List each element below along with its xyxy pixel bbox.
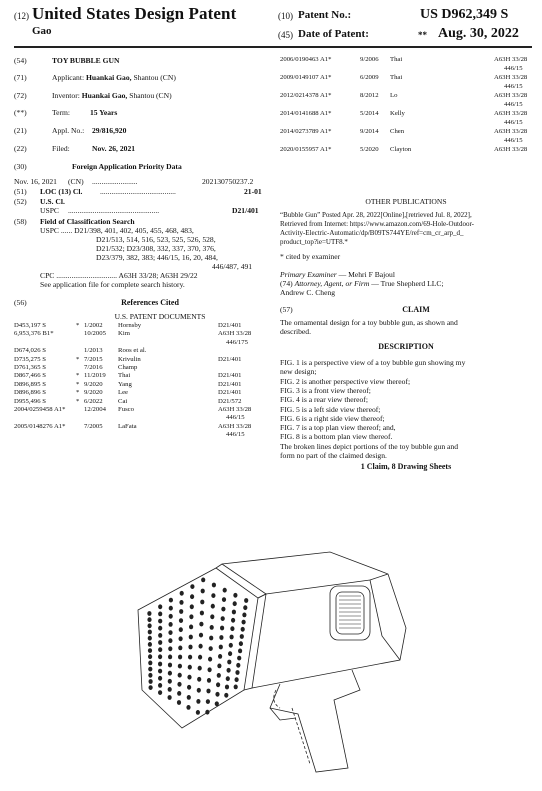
reference-cell: Kim [118, 330, 130, 338]
nozzle-hole [169, 606, 173, 611]
reference-cell: 7/2016 [84, 364, 103, 371]
reference-cell: D955,496 S [14, 397, 46, 405]
nozzle-hole [200, 611, 204, 616]
field-line: D21/532; D23/308, 332, 337, 370, 376, [96, 244, 216, 253]
reference-cell: 9/2006 [360, 56, 379, 63]
nozzle-hole [199, 644, 203, 649]
nozzle-hole [225, 685, 229, 690]
nozzle-hole [201, 589, 205, 594]
loc-label: LOC (13) Cl. [40, 187, 83, 196]
nozzle-front-face [138, 568, 258, 728]
reference-cell: 6,953,376 B1* [14, 330, 54, 338]
nozzle-hole [168, 695, 172, 700]
filed-date: Nov. 26, 2021 [92, 144, 136, 153]
description-line: new design; [280, 367, 317, 377]
reference-cell: D896,896 S [14, 389, 46, 397]
reference-cell: 2009/0149107 A1* [280, 74, 332, 81]
nozzle-hole [230, 635, 234, 640]
reference-cell: A63H 33/28 [494, 92, 528, 99]
nozzle-hole [148, 654, 152, 659]
nozzle-hole [177, 682, 181, 687]
patent-date: Aug. 30, 2022 [438, 26, 519, 41]
nozzle-hole [244, 598, 248, 603]
nozzle-hole [232, 610, 236, 615]
nozzle-hole [243, 605, 247, 610]
reference-cell: * [76, 355, 80, 363]
description-line: FIG. 1 is a perspective view of a toy bubble gun showing my [280, 358, 466, 367]
inid-51: (51) [14, 187, 27, 196]
nozzle-hole [188, 665, 192, 670]
references-heading: References Cited [121, 298, 179, 307]
inid-54: (54) [14, 56, 27, 65]
reference-cell: A63H 33/28 [494, 74, 528, 81]
reference-cell: * [76, 372, 80, 380]
nozzle-hole [227, 668, 231, 673]
claim-line: described. [280, 327, 311, 336]
reference-cross-class: 446/15 [504, 119, 523, 126]
reference-cell: Thai [390, 74, 403, 81]
reference-cell: Thai [118, 372, 131, 380]
other-pub-line: product_top?ie=UTF8.* [280, 238, 348, 246]
toy-bubble-gun-drawing [120, 540, 440, 780]
reference-cell: * [76, 397, 80, 405]
reference-cell: D867,466 S [14, 372, 46, 380]
foreign-dots: ........................ [92, 177, 138, 186]
nozzle-hole [215, 692, 219, 697]
nozzle-hole [221, 616, 225, 621]
inid-72: (72) [14, 91, 27, 100]
nozzle-hole [242, 613, 246, 618]
nozzle-hole [226, 676, 230, 681]
nozzle-hole [233, 593, 237, 598]
nozzle-hole [190, 604, 194, 609]
nozzle-hole [177, 691, 181, 696]
nozzle-hole [168, 663, 172, 668]
nozzle-hole [149, 685, 153, 690]
nozzle-hole [186, 705, 190, 710]
nozzle-hole [208, 657, 212, 662]
date-of-patent-label: Date of Patent: [298, 28, 369, 40]
nozzle-hole [239, 641, 243, 646]
reference-cell: 9/2014 [360, 128, 379, 135]
nozzle-hole [147, 611, 151, 616]
reference-cell: 9/2020 [84, 389, 103, 397]
nozzle-hole [158, 633, 162, 638]
inid-22: (22) [14, 144, 27, 153]
reference-cell: 8/2012 [360, 92, 379, 99]
nozzle-hole [235, 670, 239, 675]
date-marker: ** [418, 30, 427, 40]
nozzle-hole [197, 677, 201, 682]
nozzle-hole [189, 635, 193, 640]
nozzle-hole [228, 651, 232, 656]
code-12: (12) [14, 11, 29, 21]
other-pub-line: “Bubble Gun” Posted Apr. 28, 2022[Online],[retrieved Jul. 8, 2022], [280, 211, 472, 219]
description-line: form no part of the claimed design. [280, 451, 387, 460]
field-line: USPC ...... D21/398, 401, 402, 405, 455, 468, 483, [40, 226, 194, 235]
nozzle-hole [168, 671, 172, 676]
nozzle-hole [169, 598, 173, 603]
nozzle-hole [148, 648, 152, 653]
nozzle-hole [217, 664, 221, 669]
reference-cell: * [76, 322, 80, 329]
nozzle-hole [158, 640, 162, 645]
uscl-label: U.S. Cl. [40, 197, 65, 206]
nozzle-hole [219, 635, 223, 640]
nozzle-hole [178, 655, 182, 660]
appl-number: 29/816,920 [92, 126, 127, 135]
nozzle-hole [235, 677, 239, 682]
description-line: FIG. 6 is a right side view thereof; [280, 413, 385, 423]
nozzle-hole [158, 676, 162, 681]
nozzle-hole [217, 673, 221, 678]
reference-cell: D735,275 S [14, 355, 46, 363]
nozzle-hole [223, 588, 227, 593]
reference-cell: A63H 33/28 [494, 128, 528, 135]
reference-cell: 5/2014 [360, 110, 379, 117]
nozzle-hole [210, 614, 214, 619]
nozzle-hole [234, 685, 238, 690]
see-file-line: See application file for complete search history. [40, 280, 185, 289]
code-45: (45) [278, 30, 293, 40]
nozzle-hole [148, 642, 152, 647]
nozzle-hole [169, 614, 173, 619]
reference-cross-class: 446/15 [226, 414, 245, 422]
reference-cell: A63H 33/28 [494, 56, 528, 63]
field-search-label: Field of Classification Search [40, 217, 135, 226]
inid-56: (56) [14, 298, 27, 307]
nozzle-hole [196, 699, 200, 704]
nozzle-hole [148, 673, 152, 678]
nozzle-hole [219, 645, 223, 650]
claim-heading: CLAIM [402, 305, 430, 314]
nozzle-hole [168, 638, 172, 643]
nozzle-hole [233, 601, 237, 606]
reference-cell: Krivulin [118, 355, 141, 363]
code-10: (10) [278, 11, 293, 21]
field-line: 446/487, 491 [212, 262, 253, 271]
nozzle-hole [206, 689, 210, 694]
uspc-label: USPC [40, 206, 59, 215]
nozzle-hole [209, 636, 213, 641]
reference-cell: A63H 33/28 [494, 146, 528, 153]
uspc-dots: ................................................ [68, 206, 160, 215]
nozzle-hole [210, 625, 214, 630]
nozzle-hole [227, 660, 231, 665]
nozzle-hole [236, 663, 240, 668]
nozzle-hole [168, 679, 172, 684]
inid-71: (71) [14, 73, 27, 82]
nozzle-hole [215, 701, 219, 706]
appl-label: Appl. No.: [52, 126, 85, 135]
nozzle-hole [179, 600, 183, 605]
nozzle-hole [187, 685, 191, 690]
other-pub-line: Activity-Electric-Automatic/dp/B09TS744YE/ref=cm_cr_arp_d_ [280, 229, 464, 237]
applicant-line: Applicant: Huankai Gao, Shantou (CN) [52, 73, 176, 82]
nozzle-hole [229, 643, 233, 648]
inventor-line: Inventor: Huankai Gao, Shantou (CN) [52, 91, 172, 100]
nozzle-hole [211, 593, 215, 598]
nozzle-hole [207, 678, 211, 683]
nozzle-hole [198, 655, 202, 660]
inid-30: (30) [14, 162, 27, 171]
reference-cell: 12/2004 [84, 406, 106, 413]
reference-cell: Cai [118, 397, 128, 405]
nozzle-hole [158, 626, 162, 631]
reference-cell: * [76, 380, 80, 388]
reference-cell: 11/2019 [84, 372, 106, 380]
attorney-line-2: Andrew C. Cheng [280, 288, 336, 297]
description-line: FIG. 5 is a left side view thereof; [280, 404, 381, 414]
inid-57: (57) [280, 305, 293, 314]
reference-cross-class: 446/15 [504, 101, 523, 108]
nozzle-hole [180, 591, 184, 596]
foreign-date: Nov. 16, 2021 [14, 177, 57, 186]
nozzle-hole [199, 633, 203, 638]
nozzle-hole [230, 626, 234, 631]
claim-line: The ornamental design for a toy bubble gun, as shown and [280, 318, 458, 327]
nozzle-hole [208, 667, 212, 672]
reference-cell: 6/2009 [360, 74, 379, 81]
nozzle-hole [188, 655, 192, 660]
nozzle-hole [212, 583, 216, 588]
header-rule [14, 46, 532, 48]
nozzle-hole [158, 669, 162, 674]
nozzle-hole [211, 604, 215, 609]
reference-cell: LaFata [118, 422, 137, 430]
nozzle-hole [221, 607, 225, 612]
inventor-surname: Gao [32, 25, 52, 37]
reference-cross-class: 446/175 [226, 338, 248, 346]
nozzle-hole [188, 645, 192, 650]
reference-cell: D453,197 S [14, 322, 46, 329]
reference-cell: 2014/0141688 A1* [280, 110, 332, 117]
nozzle-hole [237, 656, 241, 661]
description-line: FIG. 7 is a top plan view thereof; and, [280, 423, 396, 433]
nozzle-hole [179, 636, 183, 641]
description-heading: DESCRIPTION [378, 342, 434, 351]
reference-cell: D674,026 S [14, 347, 46, 355]
reference-cell: Lo [390, 92, 398, 99]
nozzle-hole [158, 690, 162, 695]
nozzle-hole [148, 661, 152, 666]
nozzle-hole [168, 655, 172, 660]
reference-cell: Thai [390, 56, 403, 63]
nozzle-hole [169, 622, 173, 627]
trigger [274, 690, 280, 708]
uspc-value: D21/401 [232, 206, 259, 215]
reference-cell: 7/2015 [84, 355, 103, 363]
foreign-country: (CN) [68, 177, 84, 186]
nozzle-hole [224, 693, 228, 698]
patent-type-title: United States Design Patent [32, 4, 237, 23]
reference-cell: D21/401 [218, 355, 242, 363]
reference-cell: 1/2002 [84, 322, 103, 329]
patent-no-label: Patent No.: [298, 9, 352, 21]
nozzle-hole [240, 634, 244, 639]
term-line: Term: [52, 108, 71, 117]
reference-cell: D21/401 [218, 372, 242, 380]
nozzle-hole [148, 630, 152, 635]
reference-cell: * [76, 389, 80, 397]
attorney-line: (74) Attorney, Agent, or Firm — True Shepherd LLC; [280, 279, 444, 288]
nozzle-hole [187, 675, 191, 680]
nozzle-hole [220, 626, 224, 631]
nozzle-hole [189, 625, 193, 630]
reference-cell: 2006/0190463 A1* [280, 56, 332, 63]
reference-cell: Fusco [118, 406, 134, 413]
nozzle-hole [179, 627, 183, 632]
reference-cell: D21/401 [218, 389, 242, 397]
description-line: FIG. 4 is a rear view thereof; [280, 395, 368, 405]
nozzle-hole [242, 620, 246, 625]
description-line: FIG. 2 is another perspective view thereof; [280, 376, 411, 386]
reference-cell: Chen [390, 128, 405, 135]
reference-cell: Hornsby [118, 322, 142, 329]
nozzle-hole [196, 710, 200, 715]
nozzle-hole [190, 584, 194, 589]
invention-title: TOY BUBBLE GUN [52, 56, 120, 65]
reference-cell: Roos et al. [118, 347, 147, 355]
nozzle-hole [216, 682, 220, 687]
cpc-line: CPC ................................ A63H 33/28; A63H 29/22 [40, 271, 198, 280]
field-line: D23/379, 382, 383; 446/15, 16, 20, 484, [96, 253, 218, 262]
nozzle-hole [238, 649, 242, 654]
description-line: FIG. 8 is a bottom plan view thereof. [280, 432, 393, 442]
nozzle-hole [158, 604, 162, 609]
reference-cell: 6/2022 [84, 397, 103, 405]
nozzle-hole [218, 654, 222, 659]
nozzle-hole [201, 578, 205, 583]
reference-cell: A63H 33/28 [218, 330, 252, 338]
nozzle-hole [197, 688, 201, 693]
reference-cell: D21/401 [218, 380, 242, 388]
nozzle-hole [168, 646, 172, 651]
reference-cell: 7/2005 [84, 422, 103, 430]
reference-cell: D896,895 S [14, 380, 46, 388]
reference-cell: Yang [118, 380, 132, 388]
nozzle-hole [205, 710, 209, 715]
nozzle-hole [149, 679, 153, 684]
reference-cell: A63H 33/28 [218, 422, 252, 430]
other-pub-line: Retrieved from Internet: https://www.amazon.com/69-Hole-Outdoor- [280, 220, 474, 228]
reference-cell: 2004/0259458 A1* [14, 406, 66, 413]
reference-cell: 1/2013 [84, 347, 103, 355]
nozzle-hole [209, 646, 213, 651]
reference-cell: 10/2005 [84, 330, 106, 338]
reference-cell: Clayton [390, 146, 412, 153]
gun-handle [270, 670, 360, 772]
reference-cell: A63H 33/28 [218, 406, 252, 413]
reference-cell: D761,365 S [14, 364, 46, 371]
nozzle-hole [158, 619, 162, 624]
nozzle-hole [179, 618, 183, 623]
reference-cell: 2014/0273789 A1* [280, 128, 332, 135]
nozzle-hole [178, 664, 182, 669]
nozzle-hole [147, 617, 151, 622]
description-line: FIG. 3 is a front view thereof; [280, 385, 371, 395]
nozzle-hole [190, 594, 194, 599]
nozzle-hole [179, 609, 183, 614]
field-line: D21/513, 514, 516, 523, 525, 526, 528, [96, 235, 216, 244]
nozzle-hole [198, 666, 202, 671]
nozzle-hole [199, 622, 203, 627]
nozzle-hole [178, 673, 182, 678]
reference-cell: D21/572 [218, 397, 242, 405]
us-patent-docs-heading: U.S. PATENT DOCUMENTS [114, 312, 206, 321]
reference-cross-class: 446/15 [504, 83, 523, 90]
claims-sheets-summary: 1 Claim, 8 Drawing Sheets [360, 462, 452, 471]
reference-cell: 5/2020 [360, 146, 379, 153]
primary-examiner-line: Primary Examiner — Mehri F Bajoul [280, 270, 395, 279]
nozzle-hole [200, 600, 204, 605]
description-line: The broken lines depict portions of the toy bubble gun and [280, 441, 458, 451]
reference-cell: 2005/0148276 A1* [14, 422, 66, 430]
nozzle-hole [231, 618, 235, 623]
foreign-priority-heading: Foreign Application Priority Data [72, 162, 182, 171]
nozzle-hole [158, 654, 162, 659]
inid-21: (21) [14, 126, 27, 135]
reference-cell: A63H 33/28 [494, 110, 528, 117]
term-value: 15 Years [90, 108, 118, 117]
nozzle-hole [168, 687, 172, 692]
inid-58: (58) [14, 217, 27, 226]
nozzle-hole [148, 667, 152, 672]
foreign-number: 202130750237.2 [202, 177, 254, 186]
nozzle-hole [158, 647, 162, 652]
reference-cell: D21/401 [218, 322, 242, 329]
nozzle-hole [148, 636, 152, 641]
patent-number: US D962,349 S [420, 7, 509, 22]
inid-52: (52) [14, 197, 27, 206]
reference-cell: 9/2020 [84, 380, 103, 388]
nozzle-hole [189, 614, 193, 619]
reference-cell: Lee [118, 389, 129, 397]
nozzle-hole [168, 630, 172, 635]
cited-by-examiner-note: * cited by examiner [280, 252, 341, 261]
loc-dots: ........................................ [100, 187, 176, 196]
nozzle-hole [187, 695, 191, 700]
nozzle-hole [206, 699, 210, 704]
reference-cross-class: 446/15 [504, 137, 523, 144]
nozzle-hole [178, 646, 182, 651]
loc-value: 21-01 [244, 187, 262, 196]
filed-label: Filed: [52, 144, 70, 153]
reference-cell: 2012/0214378 A1* [280, 92, 332, 99]
nozzle-hole [148, 623, 152, 628]
nozzle-hole [158, 662, 162, 667]
nozzle-hole [222, 597, 226, 602]
reference-cell: Champ [118, 364, 138, 371]
nozzle-hole [158, 683, 162, 688]
inid-term: (**) [14, 108, 27, 117]
reference-cell: 2020/0155957 A1* [280, 146, 332, 153]
other-publications-heading: OTHER PUBLICATIONS [365, 197, 447, 206]
nozzle-hole [177, 700, 181, 705]
reference-cross-class: 446/15 [504, 65, 523, 72]
nozzle-holes [147, 578, 248, 715]
reference-cell: Kelly [390, 110, 405, 117]
nozzle-hole [241, 627, 245, 632]
nozzle-hole [158, 612, 162, 617]
reference-cross-class: 446/15 [226, 431, 245, 439]
